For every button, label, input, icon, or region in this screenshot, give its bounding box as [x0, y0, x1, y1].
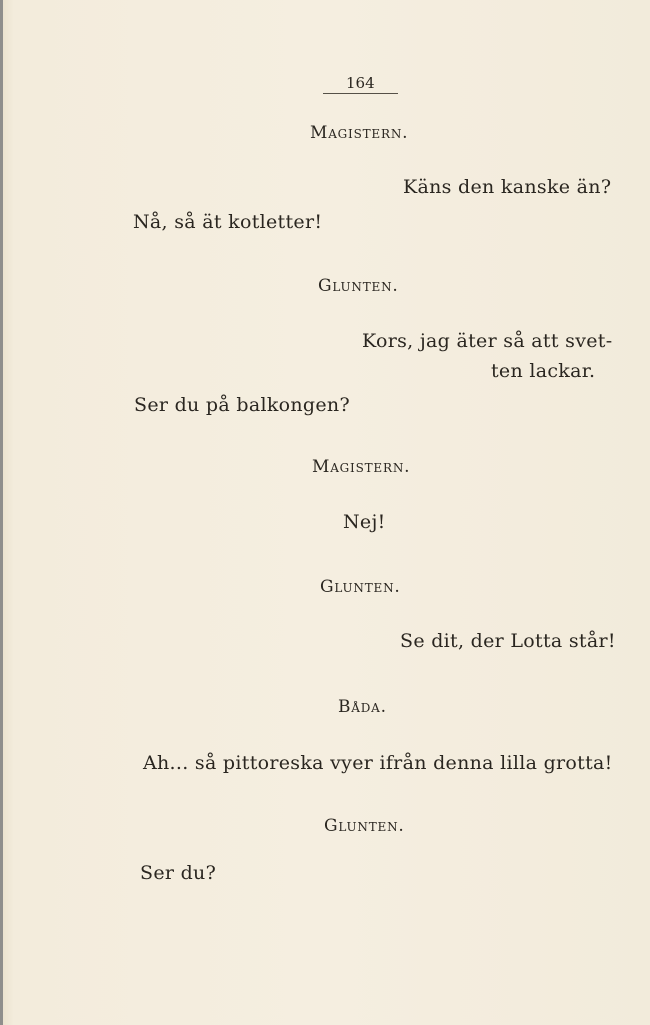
speaker-heading: Glunten. — [318, 276, 399, 296]
speaker-heading: Glunten. — [320, 577, 401, 597]
dialogue-line: Nej! — [343, 511, 386, 533]
dialogue-line: Ser du på balkongen? — [134, 394, 350, 416]
dialogue-line: Kors, jag äter så att svet- — [362, 330, 613, 352]
dialogue-line: Se dit, der Lotta står! — [400, 630, 616, 652]
speaker-heading: Båda. — [338, 697, 387, 717]
page-edge — [0, 0, 3, 1025]
speaker-heading: Glunten. — [324, 816, 405, 836]
dialogue-line: Ah... så pittoreska vyer ifrån denna lilla grotta! — [143, 752, 613, 774]
speaker-heading: Magistern. — [312, 457, 411, 477]
page-number-rule — [323, 93, 398, 94]
dialogue-line: Käns den kanske än? — [403, 176, 612, 198]
dialogue-line: Ser du? — [140, 862, 217, 884]
dialogue-line: ten lackar. — [491, 360, 596, 382]
page-number: 164 — [346, 74, 375, 92]
speaker-heading: Magistern. — [310, 123, 409, 143]
dialogue-line: Nå, så ät kotletter! — [133, 211, 323, 233]
